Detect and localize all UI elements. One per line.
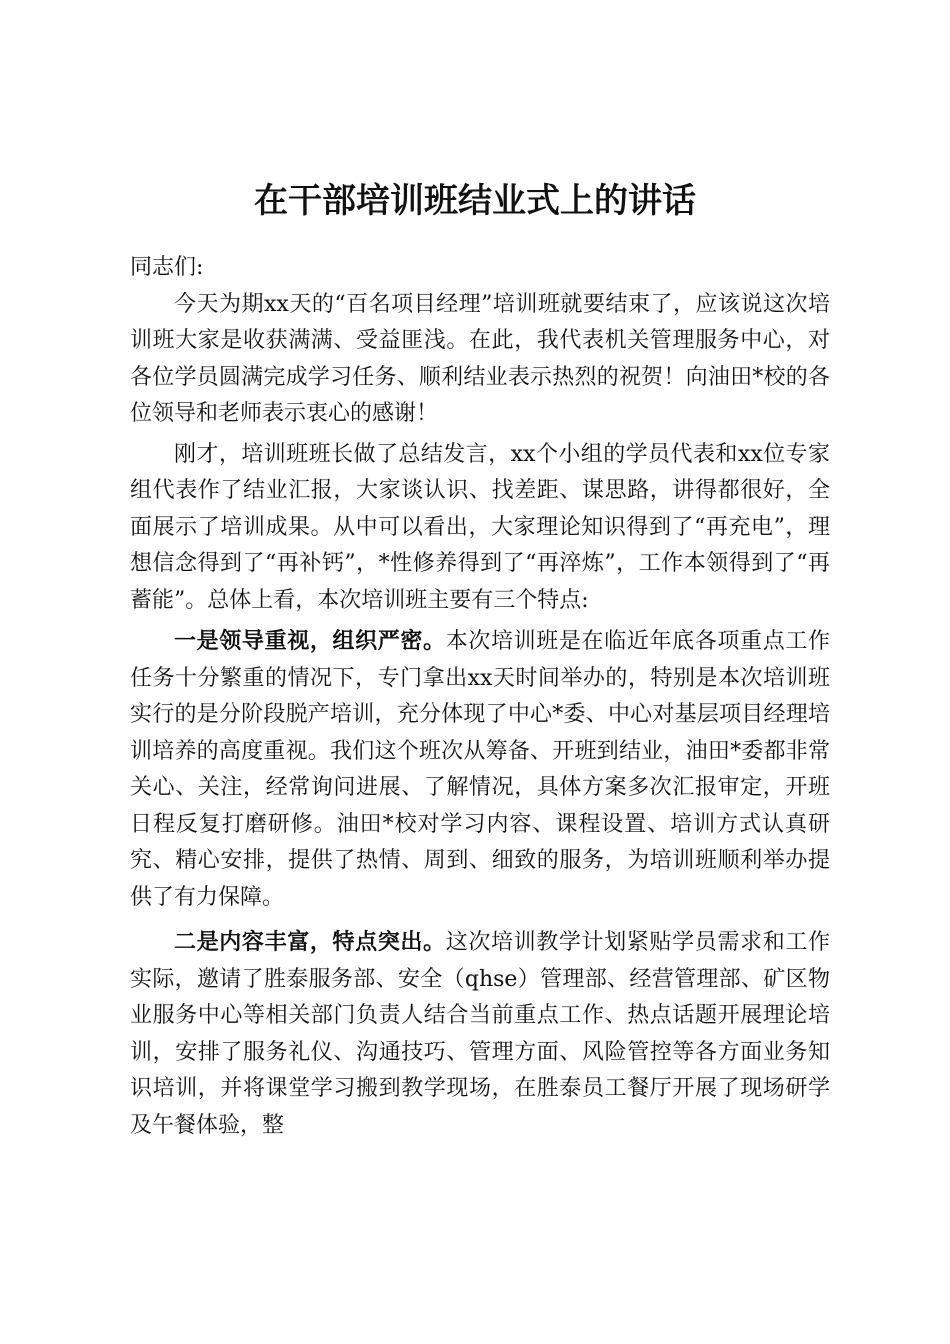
- paragraph-summary: [130, 437, 830, 620]
- salutation: 同志们:: [130, 255, 204, 280]
- paragraph-feature-two: [130, 924, 830, 1144]
- paragraph-lead: 二是内容丰富，特点突出。: [174, 929, 446, 955]
- paragraph-text: 刚才，培训班班长做了总结发言，xx个小组的学员代表和xx位专家组代表作了结业汇报，大家谈认识、找差距、谋思路，讲得都很好，全面展示了培训成果。从中可以看出，大家理论知识得到了“再充电”，理想信念得到了“再补钙”，*性修养得到了“再淬炼”，工作本领得到了“再蓄能”。总体上看，本次培训班主要有三个特点:: [130, 441, 830, 613]
- paragraph-lead: 一是领导重视，组织严密。: [174, 628, 446, 654]
- paragraph-text: 本次培训班是在临近年底各项重点工作任务十分繁重的情况下，专门拿出xx天时间举办的，特别是本次培训班实行的是分阶段脱产培训，充分体现了中心*委、中心对基层项目经理培训培养的高度重视。我们这个班次从筹备、开班到结业，油田*委都非常关心、关注，经常询问进展、了解情况，具体方案多次汇报审定，开班日程反复打磨研修。油田*校对学习内容、课程设置、培训方式认真研究、精心安排，提供了热情、周到、细致的服务，为培训班顺利举办提供了有力保障。: [130, 629, 830, 910]
- document-body: [130, 250, 830, 1144]
- document-title: 在干部培训班结业式上的讲话: [254, 181, 696, 221]
- paragraph-text: 这次培训教学计划紧贴学员需求和工作实际，邀请了胜泰服务部、安全（qhse）管理部、经营管理部、矿区物业服务中心等相关部门负责人结合当前重点工作、热点话题开展理论培训，安排了服务礼仪、沟通技巧、管理方面、风险管控等各方面业务知识培训，并将课堂学习搬到教学现场，在胜泰员工餐厅开展了现场研学及午餐体验，整: [130, 930, 830, 1138]
- paragraph-text: 今天为期xx天的“百名项目经理”培训班就要结束了，应该说这次培训班大家是收获满满、受益匪浅。在此，我代表机关管理服务中心，对各位学员圆满完成学习任务、顺利结业表示热烈的祝贺！向油田*校的各位领导和老师表示衷心的感谢！: [130, 291, 830, 426]
- paragraph-feature-one: [130, 623, 830, 916]
- paragraph-opening: [130, 287, 830, 433]
